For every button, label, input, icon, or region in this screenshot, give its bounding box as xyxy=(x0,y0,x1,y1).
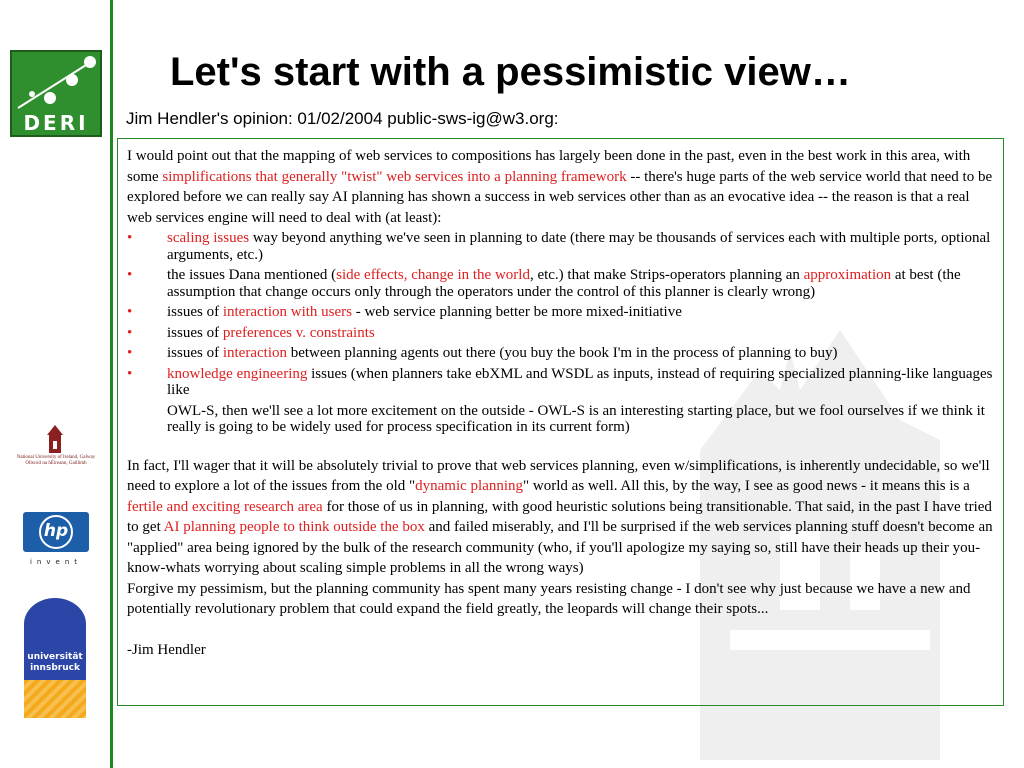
issue-text: between planning agents out there (you buy the book I'm in the process of planning to buy) xyxy=(286,345,838,361)
issue-item xyxy=(127,345,995,362)
issue-text: at best (the assumption that change occurs only through the operators under the control of this planner is clearly wrong) xyxy=(167,267,961,300)
bullet-icon: • xyxy=(127,267,133,283)
hp-logo-box xyxy=(23,512,89,552)
bullet-followup: OWL-S, then we'll see a lot more excitement on the outside - OWL-S is an interesting starting place, but we fool ourselves if we think it really is going to be widely used for process specification in its current form) xyxy=(167,402,985,435)
intro-paragraph xyxy=(127,146,995,228)
intro-text: -- there's huge parts of the web service world that need to be explored before we can really say AI planning has shown a success in web services other than as an evocative idea -- the reason is that a real web services engine will need to deal with (at least): xyxy=(127,168,993,226)
wager-highlight: AI planning people to think outside the box xyxy=(163,519,425,535)
hp-logo xyxy=(20,512,92,572)
intro-text: I would point out that the mapping of web services to compositions has largely been done in the past, even in the best work in this area, with some xyxy=(127,148,971,185)
bullet-icon: • xyxy=(127,324,133,341)
issue-text: - web service planning better be more mixed-initiative xyxy=(351,304,682,320)
issue-highlight: approximation xyxy=(803,267,892,283)
issue-item xyxy=(127,325,995,342)
nuig-crest-icon xyxy=(44,425,66,455)
wager-text: and failed miserably, and I'll be surprised if the web services planning stuff doesn't become an "applied" area being ignored by the bulk of the research community (who, if you'll apologize my saying so, still have their heads up their you-know-whats worrying about scaling simple problems in all the wrong ways) xyxy=(127,519,993,576)
issue-highlight: preferences v. constraints xyxy=(222,324,375,341)
signature: -Jim Hendler xyxy=(127,641,206,658)
bullet-icon: • xyxy=(127,304,133,320)
hp-logo-mark: hp xyxy=(39,515,73,549)
wager-highlight: fertile and exciting research area xyxy=(127,498,323,515)
issue-text: issues of xyxy=(167,345,223,361)
nuig-logo xyxy=(4,425,108,475)
issue-text: issues of xyxy=(167,324,223,341)
bullet-icon: • xyxy=(127,345,133,361)
wager-highlight: dynamic planning xyxy=(415,478,524,494)
deri-dots-icon xyxy=(12,52,100,114)
issue-text: the issues Dana mentioned ( xyxy=(167,267,337,283)
issue-highlight: scaling issues xyxy=(167,230,250,246)
issue-item xyxy=(127,304,995,321)
issues-list xyxy=(127,230,995,399)
issue-highlight: interaction xyxy=(222,345,287,361)
deri-logo xyxy=(10,50,102,137)
issue-text: issues (when planners take ebXML and WSDL as inputs, instead of requiring specialized planning-like languages like xyxy=(167,365,993,398)
issue-text: issues of xyxy=(167,304,223,320)
deri-logo-text: DERI xyxy=(23,111,89,135)
logo-sidebar xyxy=(0,0,110,768)
nuig-logo-text: National University of Ireland, Galway xyxy=(16,455,96,460)
wager-paragraph xyxy=(127,456,995,579)
issue-text: , etc.) that make Strips-operators planning an xyxy=(529,267,804,283)
innsbruck-logo-emblem xyxy=(24,598,86,650)
issue-text: way beyond anything we've seen in planning to date (there may be thousands of services each with multiple ports, optional arguments, etc.) xyxy=(167,230,991,263)
issue-item xyxy=(127,366,995,399)
quote-box xyxy=(117,138,1004,706)
issue-item xyxy=(127,267,995,300)
innsbruck-logo xyxy=(24,598,86,718)
wager-text: In fact, I'll wager that it will be absolutely trivial to prove that web services planning, even w/simplifications, is inherently undecidable, so we'll need to explore a lot of the issues from the old " xyxy=(127,457,990,494)
wager-text: for those of us in planning, with good heuristic solutions being transitionable. That said, in the past I have tried to get xyxy=(127,498,992,535)
intro-highlight: simplifications that generally "twist" web services into a planning framework xyxy=(162,168,627,185)
bullet-icon: • xyxy=(127,365,133,382)
innsbruck-logo-pattern xyxy=(24,680,86,718)
wager-text: " world as well. All this, by the way, I see as good news - it means this is a xyxy=(523,478,970,494)
hp-logo-tagline: invent xyxy=(29,558,82,566)
issue-highlight: interaction with users xyxy=(222,304,352,320)
innsbruck-logo-text: universität innsbruck xyxy=(24,650,86,680)
issue-highlight: side effects, change in the world xyxy=(336,267,530,283)
forgive-paragraph: Forgive my pessimism, but the planning community has spent many years resisting change - I don't see why just because we have a new and potentially revolutionary problem that could expand the field greatly, the leopards will change their spots... xyxy=(127,580,971,617)
issue-item xyxy=(127,230,995,263)
bullet-icon: • xyxy=(127,230,133,246)
slide-title: Let's start with a pessimistic view… xyxy=(170,50,851,94)
slide-subtitle: Jim Hendler's opinion: 01/02/2004 public-sws-ig@w3.org: xyxy=(126,109,559,128)
issue-highlight: knowledge engineering xyxy=(167,365,308,382)
nuig-logo-subtext: Ollscoil na hÉireann, Gaillimh xyxy=(25,461,87,466)
sidebar-divider xyxy=(110,0,113,768)
